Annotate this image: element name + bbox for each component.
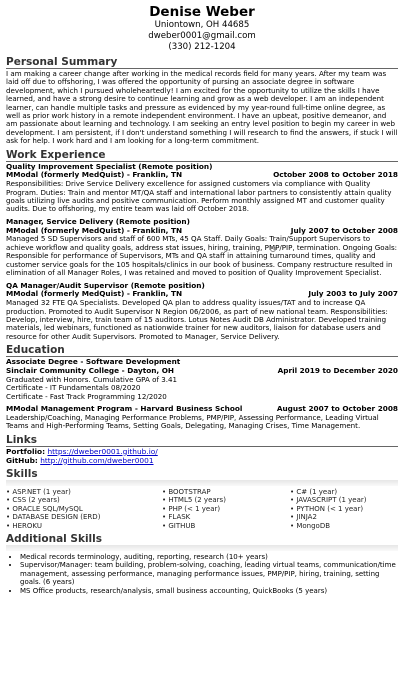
section-heading: Education (6, 344, 398, 357)
list-item: • Supervisor/Manager: team building, problem-solving, coaching, leading virtual teams, communication/time management, assessing performance, managing performance issues, PMP/PIP, hiring, training, setting goals. (6 years) (20, 561, 398, 586)
summary-text: I am making a career change after working in the medical records field for many years. After my team was laid off due to offshoring, I was offered the opportunity of pursing an associate degree in software development, which I pursued wholeheartedly! I am excited for the opportunity to utilize the skills I have learned, and have a strong desire to continue learning and grow as a web developer. I am an independent learner, can handle multiple tasks and pressure as evidenced by my year-round full-time online degree, as well as prior work history in a remote independent environment. I have an upbeat, positive demeanor, and am passionate about learning and technology. I am seeking an entry level position to begin my career in web development. I am persistent, if I don't understand something I will research to find the answers, if stuck I will ask for help. I work hard and I am looking for a long-term commitment. (6, 69, 398, 146)
work-experience-section (6, 149, 398, 341)
skill-item: • FLASK (162, 513, 290, 522)
circle-marker-icon (270, 246, 276, 252)
section-heading: Links (6, 434, 398, 447)
job-entry (6, 163, 398, 214)
job-title: QA Manager/Audit Supervisor (Remote position) (6, 280, 205, 290)
education-section (6, 344, 398, 430)
github-label: GitHub: (6, 455, 38, 465)
skill-item: • HEROKU (6, 522, 162, 531)
candidate-email: dweber0001@gmail.com (148, 31, 256, 41)
portfolio-row (6, 447, 398, 456)
job-company: MModal (formerly MedQuist) - Franklin, TN (6, 170, 183, 180)
program-description: Leadership/Coaching, Managing Performance Problems, PMP/PIP, Assessing Performance, Leading Virtual Teams and High-Performing Teams, Setting Goals, Delegating, Managing Crises, Time Management. (6, 412, 379, 431)
skill-item: • BOOTSTRAP (162, 488, 290, 497)
job-dates: October 2008 to October 2018 (273, 170, 398, 180)
additional-skills-list (6, 553, 398, 595)
portfolio-link[interactable]: https://dweber0001.github.io/ (47, 446, 158, 456)
job-description: Managed 5 SD Supervisors and staff of 600 MTs, 45 QA Staff. Daily Goals: Train/Support Supervisors to achieve workflow and quality goals, address stat issues, hiring, training, PMP/PIP, termination. Ongoing Goals: Responsible for performance of Supervisors, MTs and QA staff in attaining turnaround times, quality and customer service goals for the 105 hospitals/clinics in our book of business. Company restructure resulted in elimination of all Manager Roles, I was retained and moved to position of Quality Improvement Specialist. (6, 234, 398, 278)
personal-summary-section (6, 56, 398, 146)
skill-item: • JAVASCRIPT (1 year) (290, 496, 398, 505)
job-description: Managed 32 FTE QA Specialists. Developed QA plan to address quality issues/TAT and to increase QA production. Promoted to Audit Supervisor N Region 06/2006, as part of new national team. Responsibilities: Develop, interview, hire, train team of 15 auditors. Lotus Notes Audit DB Administrator. Developed training materials, led webinars, functioned as nationwide trainer for new auditors, liaison for database users and resource for other Audit Supervisors. Promoted to Manager, Service Delivery. (6, 298, 388, 341)
candidate-phone: (330) 212-1204 (168, 42, 236, 52)
education-detail: Certificate - Fast Track Programming 12/2020 (6, 391, 167, 401)
education-detail: Graduated with Honors. Cumulative GPA of 3.41 (6, 374, 178, 384)
skill-item: • JINJA2 (290, 513, 398, 522)
github-link[interactable]: http://github.com/dweber0001 (40, 455, 154, 465)
skill-item: • CSS (2 years) (6, 496, 162, 505)
job-company: MModal (formerly MedQuist) - Franklin, TN (6, 225, 183, 235)
skill-item: • GITHUB (162, 522, 290, 531)
job-description: Responsibilities: Drive Service Delivery excellence for assigned customers via compliance with Quality Program. Duties: Train and mentor MT/QA staff and international labor partners to consistently attain quality goals utilizing live audits and positive communication. Perform monthly assigned MT and customer quality audits. Due to offshoring, my entire team was laid off October 2018. (6, 179, 392, 214)
resume-header (6, 0, 398, 53)
education-detail: Certificate - IT Fundamentals 08/2020 (6, 383, 141, 393)
job-entry (6, 282, 398, 342)
program-name: MModal Management Program - Harvard Business School (6, 403, 243, 413)
job-dates: July 2007 to October 2008 (290, 225, 398, 235)
education-entry (6, 358, 398, 401)
education-entry (6, 405, 398, 431)
list-item: • Medical records terminology, auditing, reporting, research (10+ years) (20, 553, 398, 561)
github-row (6, 456, 398, 465)
candidate-name: Denise Weber (149, 4, 255, 20)
school-name: Sinclair Community College - Dayton, OH (6, 365, 175, 375)
job-entry (6, 218, 398, 278)
skill-item: • DATABASE DESIGN (ERD) (6, 513, 162, 522)
job-company: MModal (formerly MedQuist) - Franklin, TN (6, 289, 183, 299)
section-heading: Additional Skills (6, 533, 102, 546)
job-title: Manager, Service Delivery (Remote position) (6, 216, 190, 226)
skills-grid (6, 486, 398, 531)
degree-title: Associate Degree - Software Development (6, 357, 181, 367)
skill-item: • MongoDB (290, 522, 398, 531)
portfolio-label: Portfolio: (6, 446, 46, 456)
section-divider-band (6, 545, 398, 551)
list-item: • MS Office products, research/analysis, small business accounting, QuickBooks (5 years) (20, 587, 398, 595)
links-section (6, 434, 398, 465)
skill-item: • ASP.NET (1 year) (6, 488, 162, 497)
section-heading: Personal Summary (6, 56, 398, 69)
job-title: Quality Improvement Specialist (Remote position) (6, 161, 213, 171)
skill-item: • HTML5 (2 years) (162, 496, 290, 505)
additional-skills-section (6, 533, 398, 595)
education-dates: April 2019 to December 2020 (277, 365, 398, 375)
job-dates: July 2003 to July 2007 (308, 289, 398, 299)
candidate-location: Uniontown, OH 44685 (154, 20, 250, 30)
skills-section (6, 468, 398, 531)
skill-item: • PHP (< 1 year) (162, 505, 290, 514)
skill-item: • ORACLE SQL/MySQL (6, 505, 162, 514)
skill-item: • C# (1 year) (290, 488, 398, 497)
section-heading: Skills (6, 467, 38, 480)
skill-item: • PYTHON (< 1 year) (290, 505, 398, 514)
program-dates: August 2007 to October 2008 (276, 403, 398, 413)
section-heading: Work Experience (6, 149, 398, 162)
